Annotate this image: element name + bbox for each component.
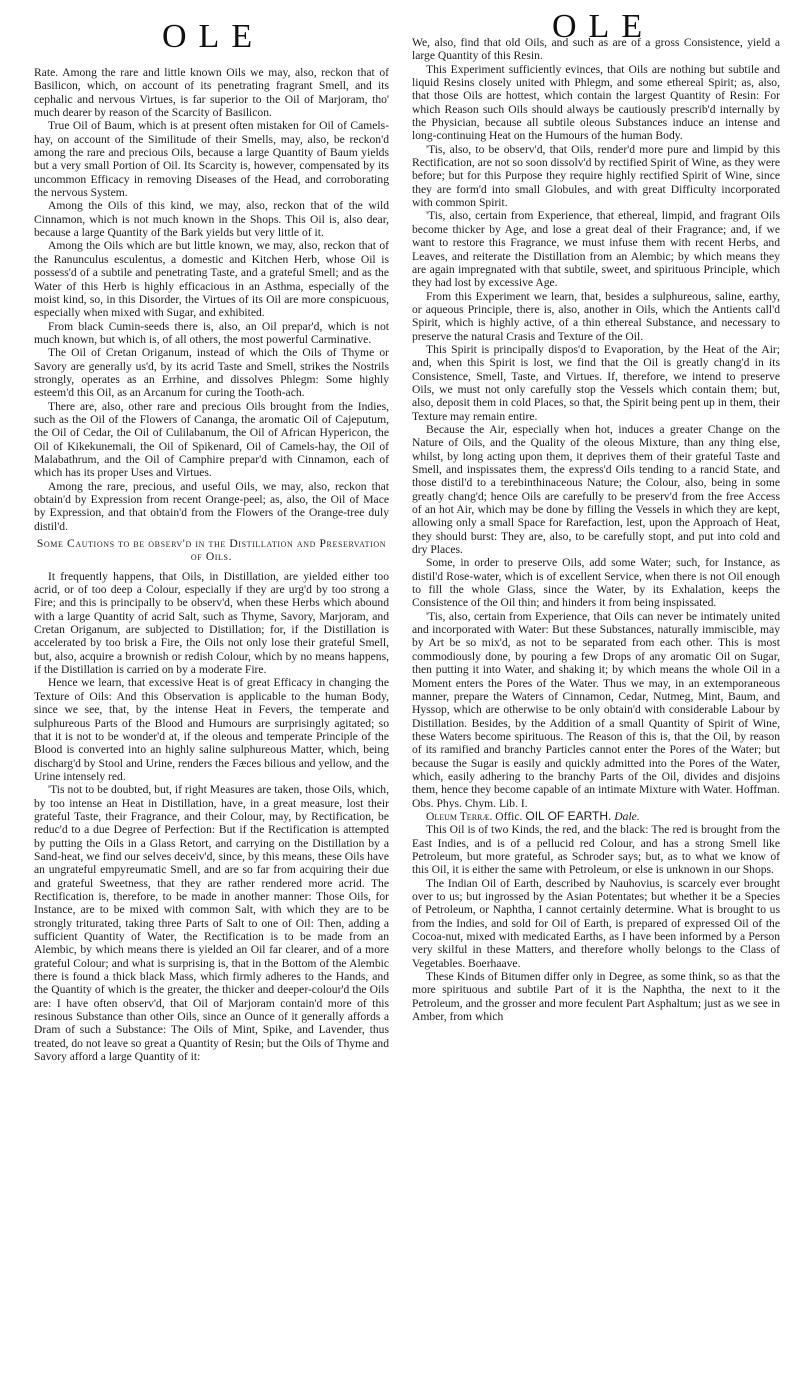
paragraph: There are, also, other rare and precious Oils brought from the Indies, such as the Oil of the Flowers of Cananga, the aromatic Oil of Cajeputum, the Oil of Cedar, the Oil of Culilabanum, the Oil of African Hypericon, the Oil of Kikekunemali, the Oil of Spikenard, Oil of Camels-hay, the Oil of Malabathrum, and the Oil of Camphire prepar'd with Cinnamon, each of which has its proper Uses and Virtues. (34, 399, 389, 480)
section-heading: Some Cautions to be observ'd in the Distillation and Preservation of Oils. (36, 537, 387, 564)
paragraph: We, also, find that old Oils, and such as are of a gross Consistence, yield a large Quantity of this Resin. (412, 36, 780, 63)
entry-heading (412, 810, 780, 823)
entry-head-latin: Oleum Terræ. (426, 809, 493, 823)
paragraph: From black Cumin-seeds there is, also, an Oil prepar'd, which is not much known, but which is, of all others, the most powerful Carminative. (34, 319, 389, 346)
paragraph: 'Tis not to be doubted, but, if right Measures are taken, those Oils, which, by too intense an Heat in Distillation, have, in a great measure, lost their grateful Taste, their Fragrance, and their Colour, may, by Rectification, be reduc'd to a due Degree of Perfection: But if the Rectification is attempted by putting the Oils in a Glass Retort, and carrying on the Distillation by a Sand-heat, we find our selves deceiv'd, since, by this means, these Oils have an ungrateful empyreumatic Smell, and are so far from acquiring their due and grateful Sweetness, that they are rather rendered more acrid. The Rectification is, therefore, to be made in another manner: Those Oils, for Instance, are to be mixed with common Salt, with which they are to be strongly triturated, taking three Parts of Salt to one of Oil: Then, adding a sufficient Quantity of Water, the Rectification is to be made from an Alembic, by which means there is yielded an Oil far clearer, and of a more grateful Colour; and what is surprising is, that in the Bottom of the Alembic there is found a thick black Mass, which firmly adheres to the Hands, and the Quantity of which is the greater, the thicker and deeper-colour'd the Oils are: I have often observ'd, that Oil of Marjoram contain'd more of this resinous Substance than other Oils, since an Ounce of it generally affords a Dram of such a Substance: The Oils of Mint, Spike, and Lavender, thus treated, do not leave so great a Quantity of Resin; but the Oils of Thyme and Savory afford a large Quantity of it: (34, 783, 389, 1064)
paragraph: 'Tis, also, certain from Experience, that ethereal, limpid, and fragrant Oils become thicker by Age, and lose a great deal of their Fragrance; and, if we want to restore this Fragrance, we must infuse them with recent Herbs, and Leaves, and reiterate the Distillation from an Alembic; by which means they are again impregnated with that subtile, sweet, and spirituous Principle, which they had lost by excessive Age. (412, 209, 780, 290)
right-column (412, 36, 780, 1380)
paragraph: Among the Oils of this kind, we may, also, reckon that of the wild Cinnamon, which is not much known in the Shops. This Oil is, also dear, because a large Quantity of the Bark yields but very little of it. (34, 199, 389, 240)
paragraph: Among the Oils which are but little known, we may, also, reckon that of the Ranunculus esculentus, a domestic and Kitchen Herb, whose Oil is possess'd of a subtile and penetrating Taste, and a grateful Smell; and as the Water of this Herb is highly efficacious in an Asthma, especially of the moist kind, so, in this Disorder, the Virtues of its Oil are more conspicuous, especially when mixed with Sugar, and exhibited. (34, 239, 389, 320)
entry-source: Dale. (614, 809, 640, 823)
paragraph: 'Tis, also, certain from Experience, that Oils can never be intimately united and incorporated with Water: But these Substances, naturally immiscible, may by Art be so mix'd, as not to be separated from each other. This is most commodiously done, by pouring a few Drops of any aromatic Oil on Sugar, then putting it into Water, and shaking it; by which means the whole Oil in a Moment enters the Pores of the Water. Thus we may, in an extemporaneous manner, prepare the Waters of Cinnamon, Cedar, Nutmeg, Mint, Baum, and Hyssop, which are otherwise to be only obtain'd with considerable Labour by Distillation. Besides, by the Addition of a small Quantity of Spirit of Wine, these Waters become spirituous. The Reason of this is, that the Oil, by reason of its ramified and branchy Particles cannot enter the Pores of the Water; but because the Sugar is easily and quickly admitted into the Pores of the Water, which, easily adhering to the branchy Parts of the Oil, divides and disjoins them, hence they become capable of an intimate Mixture with Water. Hoffman. Obs. Phys. Chym. Lib. I. (412, 609, 780, 810)
paragraph: Hence we learn, that excessive Heat is of great Efficacy in changing the Texture of Oils: And this Observation is applicable to the human Body, since we see, that, by the intense Heat in Fevers, the temperate and sulphureous Parts of the Blood and Humours are surprisingly agitated; so that it is not to be wonder'd at, if the oleous and temperate Principle of the Blood is converted into an highly saline sulphureous Matter, which, being discharg'd by Stool and Urine, renders the Fæces bilious and yellow, and the Urine intensely red. (34, 676, 389, 783)
paragraph: From this Experiment we learn, that, besides a sulphureous, saline, earthy, or aqueous Principle, there is, also, another in Oils, which the Antients call'd Spirit, which is highly active, of a thin ethereal Substance, and necessary to preserve the natural Crasis and Texture of the Oil. (412, 289, 780, 343)
paragraph: These Kinds of Bitumen differ only in Degree, as some think, so as that the more spirituous and subtile Part of it is the Naphtha, the next to it the Petroleum, and the grosser and more feculent Part Asphaltum; just as we see in Amber, from which (412, 970, 780, 1024)
header-word-right: OLE (552, 8, 655, 45)
left-column (34, 66, 389, 1378)
entry-title: OIL OF EARTH. (525, 808, 612, 823)
paragraph: This Experiment sufficiently evinces, that Oils are nothing but subtile and liquid Resins closely united with Phlegm, and some ethereal Spirit; as, also, that those Oils are hottest, which contain the largest Quantity of Resin: For which Reason such Oils should always be cautiously prescrib'd internally by the Physician, because all subtile oleous Substances induce an intense and long-continuing Heat on the Humours of the human Body. (412, 62, 780, 143)
paragraph: Rate. Among the rare and little known Oils we may, also, reckon that of Basilicon, which, on account of its penetrating fragrant Smell, and its cephalic and nervous Virtues, is far superior to the Oil of Marjoram, tho' much dearer by reason of the Scarcity of Basilicon. (34, 66, 389, 120)
paragraph: This Oil is of two Kinds, the red, and the black: The red is brought from the East Indies, and is of a pellucid red Colour, and has a strong Smell like Petroleum, but more grateful, as Schroder says; but, as to what we know of this Oil, it is either the same with Petroleum, or else is unknown in our Shops. (412, 823, 780, 877)
paragraph: It frequently happens, that Oils, in Distillation, are yielded either too acrid, or of too deep a Colour, especially if they are urg'd by too strong a Fire; and this is principally to be observ'd, when these Herbs which abound with a large Quantity of acrid Salt, such as Thyme, Savory, Marjoram, and Cretan Origanum, are subjected to Distillation; for, if the Distillation is accelerated by too brisk a Fire, the Oils not only lose their grateful Smell, but, also, acquire a brownish or redish Colour, which by no means happens, if the Distillation is carried on by a moderate Fire. (34, 569, 389, 677)
paragraph: Some, in order to preserve Oils, add some Water; such, for Instance, as distil'd Rose-water, which is of excellent Service, when there is not Oil enough to fill the whole Glass, since the Water, by its Exhalation, keeps the Consistence of the Oil thin; and hinders it from being inspissated. (412, 556, 780, 610)
paragraph: The Oil of Cretan Origanum, instead of which the Oils of Thyme or Savory are generally us'd, by its acrid Taste and Smell, strikes the Nostrils strongly, operates as an Errhine, and dissolves Phlegm: Some highly esteem'd this Oil, as an Arcanum for curing the Tooth-ach. (34, 346, 389, 400)
entry-offic-label: Offic. (495, 809, 523, 823)
paragraph: 'Tis, also, to be observ'd, that Oils, render'd more pure and limpid by this Rectification, are not so soon dissolv'd by rectified Spirit of Wine, as they were before; but for this Purpose they require highly rectified Spirit of Wine, since they are form'd into small Globules, and with great Difficulty incorporated with common Spirit. (412, 142, 780, 210)
paragraph: Because the Air, especially when hot, induces a greater Change on the Nature of Oils, and the Quality of the oleous Mixture, than any thing else, whilst, by long acting upon them, it deprives them of their grateful Taste and Smell, and inspissates them, the express'd Oils tending to a rancid State, and those distil'd to a terebinthinaceous Nature; the Colour, also, being in some greatly chang'd; hence Oils are carefully to be preserv'd from the free Access of an hot Air, which may be done by filling the Vessels in which they are kept, allowing only a small Space for Rarefaction, lest, upon the Approach of Heat, they should burst: They are, also, to be carefully stopt, and put into cold and dry Places. (412, 422, 780, 557)
paragraph: This Spirit is principally dispos'd to Evaporation, by the Heat of the Air; and, when this Spirit is lost, we find that the Oil is greatly chang'd in its Consistence, Smell, Taste, and Virtues. If, therefore, we intend to preserve Oils, we must not only carefully stop the Vessels which contain them; but, also, deposit them in cold Places, so that, the Spirit being pent up in them, their Texture may remain entire. (412, 342, 780, 423)
paragraph: The Indian Oil of Earth, described by Nauhovius, is scarcely ever brought over to us; but ingrossed by the Asian Potentates; but whether it be a Species of Petroleum, or Naphtha, I cannot certainly determine. What is brought to us from the Indies, and sold for Oil of Earth, is prepared of expressed Oil of the Cocoa-nut, mixed with medicated Earths, as I have been informed by a Person very skilful in these Matters, and therefore wholly belongs to the Class of Vegetables. Boerhaave. (412, 876, 780, 970)
paragraph: True Oil of Baum, which is at present often mistaken for Oil of Camels-hay, on account of the Similitude of their Smells, may, also, be reckon'd among the rare and precious Oils, because a large Quantity of Baum yields but a very small Portion of Oil. Its Scarcity is, however, compensated by its uncommon Efficacy in removing Diseases of the Head, and corroborating the nervous System. (34, 119, 389, 200)
paragraph: Among the rare, precious, and useful Oils, we may, also, reckon that obtain'd by Expression from recent Orange-peel; as, also, the Oil of Mace by Expression, and that obtain'd from the Flowers of the Orange-tree duly distil'd. (34, 479, 389, 533)
header-word-left: OLE (162, 18, 265, 55)
